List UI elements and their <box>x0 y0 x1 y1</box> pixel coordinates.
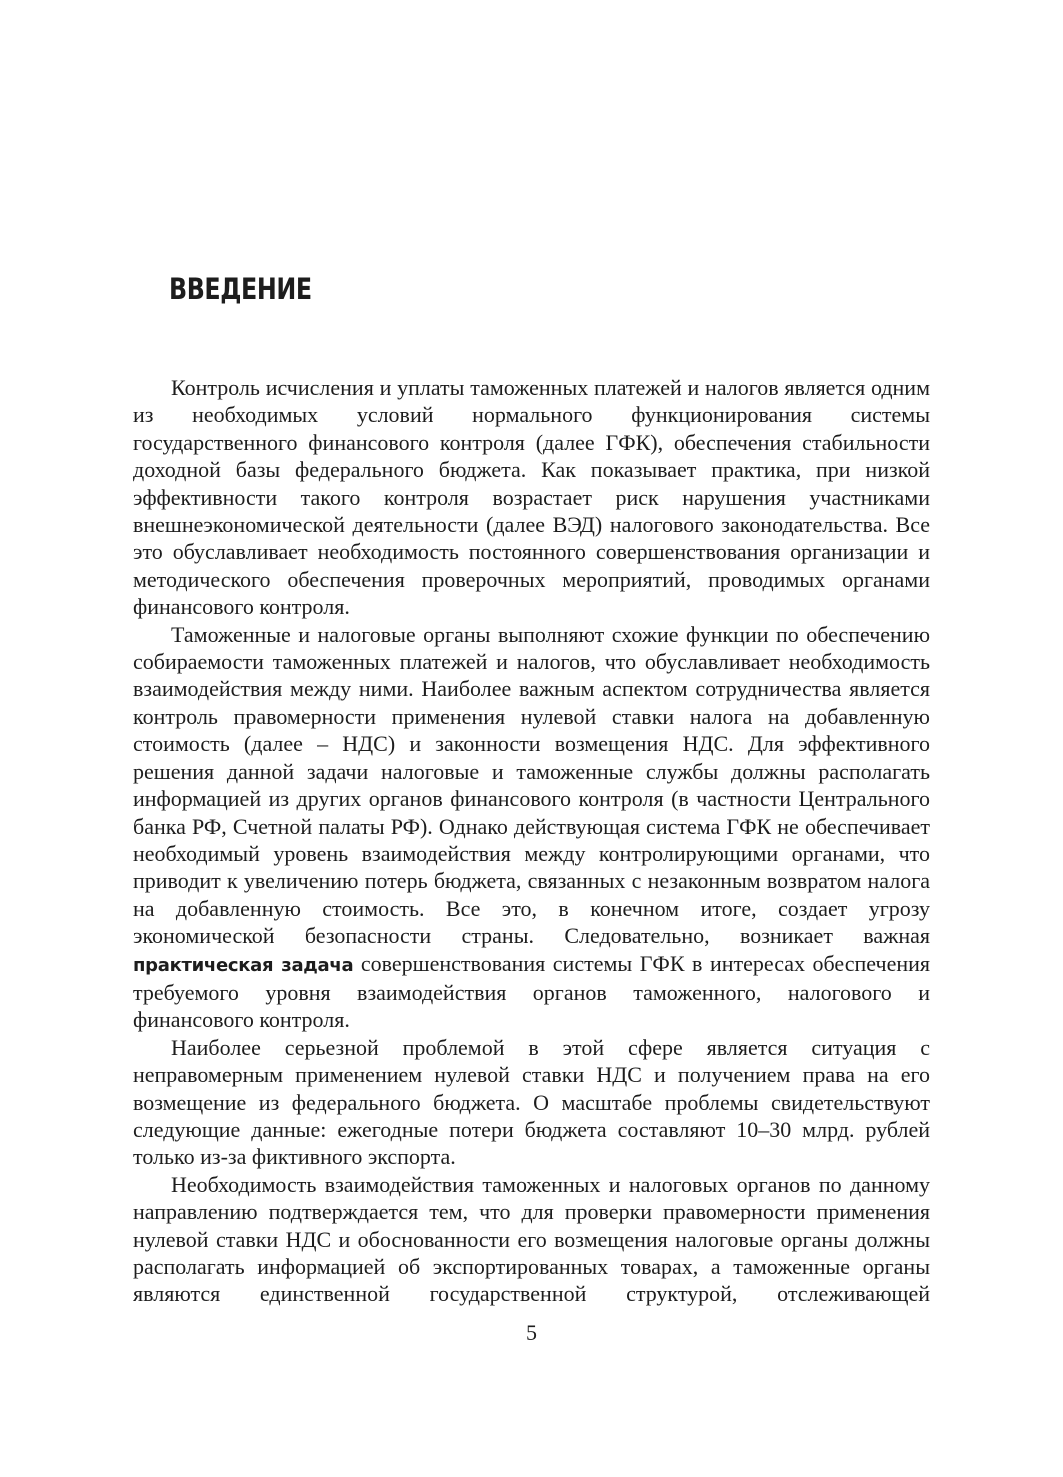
section-heading: ВВЕДЕНИЕ <box>169 272 312 306</box>
page-number: 5 <box>526 1320 537 1345</box>
paragraph-2 <box>133 621 930 1034</box>
paragraph-3: Наиболее серьезной проблемой в этой сфере является ситуация с неправомерным применением нулевой ставки НДС и получением права на его возмещение из федерального бюджета. О масштабе проблемы свидетельствуют следующие данные: ежегодные потери бюджета составляют 10–30 млрд. рублей только из-за фиктивного экспорта. <box>133 1034 930 1170</box>
bold-term: практическая задача <box>133 954 354 976</box>
paragraph-2-end: совершенствования системы ГФК в интересах обеспечения требуемого уровня взаимодействия органов таможенного, налогового и финансового контроля. <box>133 950 930 1033</box>
paragraph-2-start: Таможенные и налоговые органы выполняют схожие функции по обеспечению собираемости таможенных платежей и налогов, что обуславливает необходимость взаимодействия между ними. Наиболее важным аспектом сотрудничества является контроль правомерности применения нулевой ставки налога на добавленную стоимость (далее – НДС) и законности возмещения НДС. Для эффективного решения данной задачи налоговые и таможенные службы должны располагать информацией из других органов финансового контроля (в частности Центрального банка РФ, Счетной палаты РФ). Однако действующая система ГФК не обеспечивает необходимый уровень взаимодействия между контролирующими органами, что приводит к увеличению потерь бюджета, связанных с незаконным возвратом налога на добавленную стоимость. Все это, в конечном итоге, создает угрозу экономической безопасности страны. Следовательно, возникает важная <box>133 621 930 949</box>
paragraph-4: Необходимость взаимодействия таможенных и налоговых органов по данному направлению подтверждается тем, что для проверки правомерности применения нулевой ставки НДС и обоснованности его возмещения налоговые органы должны располагать информацией об экспортированных товарах, а таможенные органы являются единственной государственной структурой, отслеживающей <box>133 1171 930 1307</box>
body-text <box>133 374 930 1308</box>
paragraph-1: Контроль исчисления и уплаты таможенных платежей и налогов является одним из необходимых условий нормального функционирования системы государственного финансового контроля (далее ГФК), обеспечения стабильности доходной базы федерального бюджета. Как показывает практика, при низкой эффективности такого контроля возрастает риск нарушения участниками внешнеэкономической деятельности (далее ВЭД) налогового законодательства. Все это обуславливает необходимость постоянного совершенствования организации и методического обеспечения проверочных мероприятий, проводимых органами финансового контроля. <box>133 375 930 620</box>
